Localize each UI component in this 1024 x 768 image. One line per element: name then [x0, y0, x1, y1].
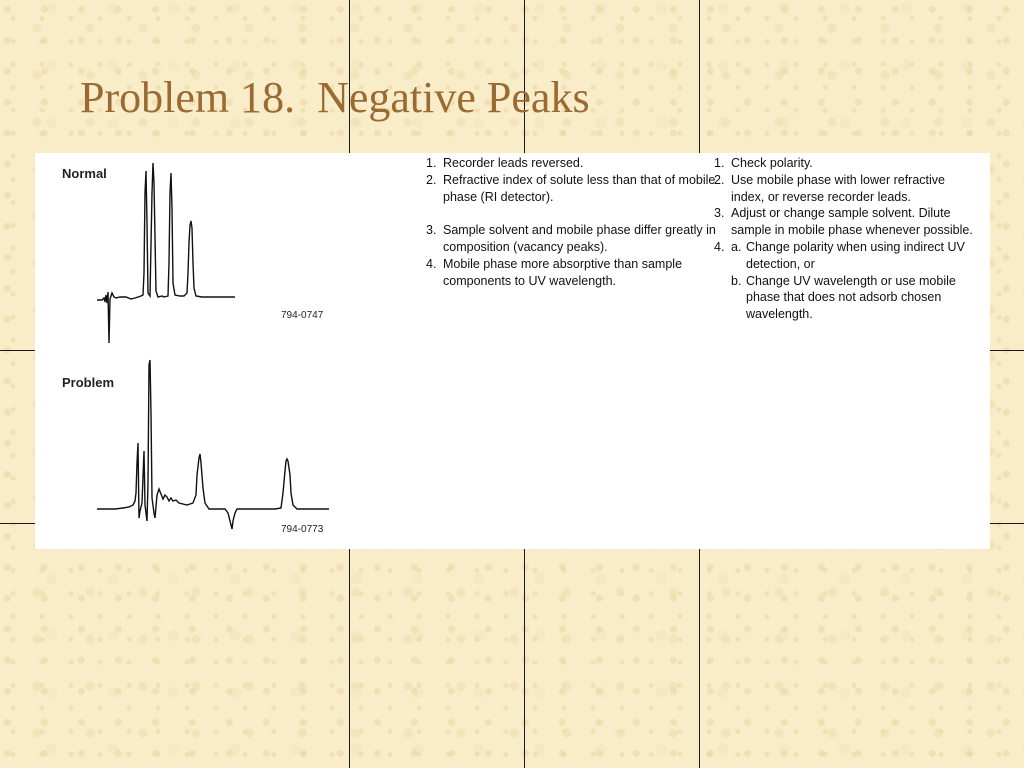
solution-text: Adjust or change sample solvent. Dilute sample in mobile phase whenever possible. [731, 206, 973, 238]
solution-4a [714, 239, 974, 273]
grid-line-h1-left [0, 350, 35, 351]
problem-code: 794-0773 [281, 524, 324, 535]
cause-item-2 [426, 172, 716, 206]
grid-line-h1-right [990, 350, 1024, 351]
solution-number: 4. [714, 239, 725, 254]
cause-item-1 [426, 155, 716, 172]
normal-trace [97, 163, 235, 343]
solution-sub-text: Change UV wavelength or use mobile phase that does not adsorb chosen wavelength. [746, 273, 956, 322]
problem-label: Problem [62, 375, 115, 390]
content-panel [35, 153, 990, 549]
solution-text: Check polarity. [731, 156, 813, 170]
solution-sub-label: a. [731, 239, 742, 254]
cause-text: Sample solvent and mobile phase differ greatly in composition (vacancy peaks). [443, 223, 716, 254]
solution-sub-text: Change polarity when using indirect UV detection, or [746, 239, 965, 271]
normal-code: 794-0747 [281, 310, 324, 321]
solution-item-1 [714, 155, 974, 172]
normal-chromatogram [90, 153, 240, 348]
cause-number: 4. [426, 256, 437, 271]
cause-text: Refractive index of solute less than that of mobile phase (RI detector). [443, 172, 716, 204]
solution-item-3 [714, 205, 974, 239]
cause-text: Mobile phase more absorptive than sample components to UV wavelength. [443, 256, 683, 288]
solution-number: 2. [714, 172, 725, 187]
cause-text: Recorder leads reversed. [443, 156, 584, 170]
causes-list [426, 155, 716, 289]
cause-number: 2. [426, 172, 437, 187]
solution-text: Use mobile phase with lower refractive index, or reverse recorder leads. [731, 172, 945, 204]
solution-sub-label: b. [731, 273, 742, 288]
problem-chromatogram [97, 353, 332, 533]
cause-item-4 [426, 256, 716, 290]
cause-item-3 [426, 222, 716, 256]
solutions-list [714, 155, 974, 323]
cause-number: 1. [426, 156, 437, 170]
solution-number: 1. [714, 156, 725, 170]
solution-item-2 [714, 172, 974, 206]
solution-4b [714, 273, 974, 323]
grid-line-h2-right [990, 523, 1024, 524]
solution-item-4 [714, 239, 974, 323]
slide-title: Problem 18. Negative Peaks [80, 73, 590, 122]
solution-number: 3. [714, 206, 725, 221]
grid-line-h2-left [0, 523, 35, 524]
cause-number: 3. [426, 223, 437, 238]
problem-trace [97, 360, 329, 529]
normal-label: Normal [62, 166, 107, 181]
